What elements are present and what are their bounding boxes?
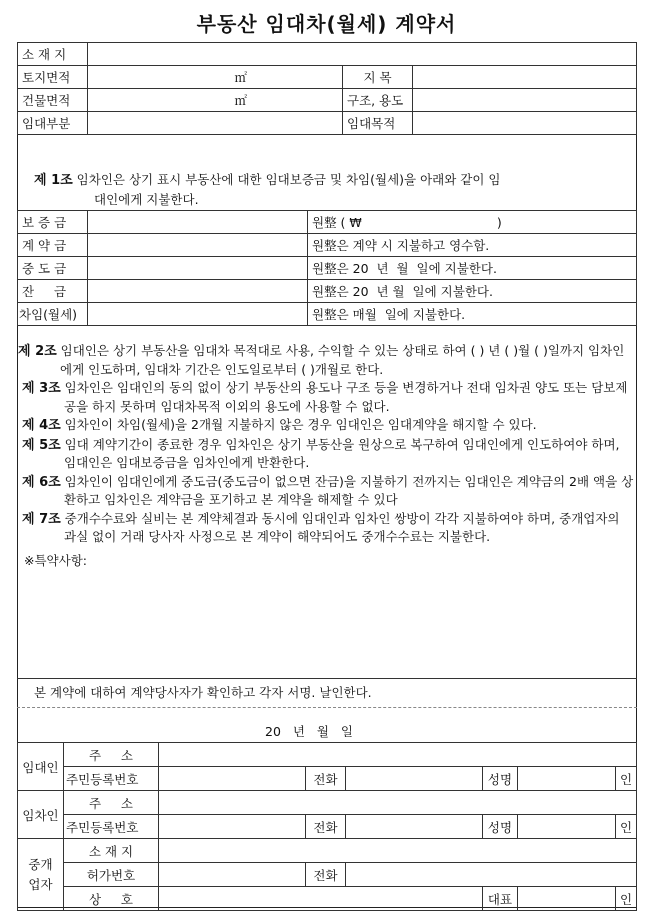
payment-text: 원整은 20 년 월 일에 지불한다. bbox=[308, 280, 637, 303]
article-1 bbox=[22, 170, 634, 209]
phone-label: 전화 bbox=[306, 815, 346, 839]
lease-part-label: 임대부분 bbox=[18, 112, 88, 135]
lessor-name-field[interactable] bbox=[518, 767, 616, 791]
payment-label: 중 도 금 bbox=[18, 257, 88, 280]
signature-table bbox=[17, 742, 637, 911]
broker-location-field[interactable] bbox=[159, 839, 637, 863]
location-field[interactable] bbox=[88, 43, 637, 66]
lessee-address-field[interactable] bbox=[159, 791, 637, 815]
trade-name-label: 상 호 bbox=[64, 887, 159, 911]
article-text: 임대인은 상기 부동산을 임대차 목적대로 사용, 수익할 수 있는 상태로 하여 ( ) 년 ( )월 ( )일까지 임차인에게 인도하며, 임대차 기간은 인도일로부터 ( )개월로 한다. bbox=[60, 343, 625, 377]
broker-phone-field[interactable] bbox=[346, 863, 637, 887]
divider bbox=[17, 678, 637, 679]
structure-label: 구조, 용도 bbox=[343, 89, 413, 112]
special-terms-label: ※특약사항: bbox=[24, 552, 87, 568]
document-title: 부동산 임대차(월세) 계약서 bbox=[196, 12, 457, 36]
seal-label: 인 bbox=[616, 815, 637, 839]
broker-label: 중개 업자 bbox=[18, 839, 64, 911]
article-1-text-line1: 임차인은 상기 표시 부동산에 대한 임대보증금 및 차임(월세)을 아래와 같이 임 bbox=[76, 172, 501, 187]
article-head: 제 6조 bbox=[22, 474, 61, 490]
payment-text: 원整은 20 년 월 일에 지불한다. bbox=[308, 257, 637, 280]
article-text: 임대 계약기간이 종료한 경우 임차인은 상기 부동산을 원상으로 복구하여 임대인에게 인도하여야 하며, 임대인은 임대보증금을 임차인에게 반환한다. bbox=[64, 436, 620, 470]
payment-amount-field[interactable] bbox=[88, 280, 308, 303]
article-head: 제 3조 bbox=[22, 381, 61, 396]
payment-amount-field[interactable] bbox=[88, 303, 308, 326]
resident-no-label: 주민등록번호 bbox=[64, 815, 159, 839]
broker-license-field[interactable] bbox=[159, 863, 306, 887]
lease-purpose-label: 임대목적 bbox=[343, 112, 413, 135]
building-area-field[interactable] bbox=[88, 89, 343, 112]
contract-date: 20 년 월 일 bbox=[265, 724, 353, 739]
divider bbox=[17, 707, 637, 708]
lease-purpose-field[interactable] bbox=[413, 112, 637, 135]
payment-text: 원整은 매월 일에 지불한다. bbox=[308, 303, 637, 326]
article-head: 제 4조 bbox=[22, 418, 61, 433]
name-label: 성명 bbox=[483, 815, 518, 839]
lessor-resident-no-field[interactable] bbox=[159, 767, 306, 791]
payments-table bbox=[17, 210, 637, 326]
unit-label: ㎡ bbox=[234, 70, 247, 85]
broker-representative-field[interactable] bbox=[518, 887, 616, 911]
unit-label: ㎡ bbox=[234, 93, 247, 108]
article-head: 제 2조 bbox=[18, 344, 57, 359]
representative-label: 대표 bbox=[483, 887, 518, 911]
payment-label: 보 증 금 bbox=[18, 211, 88, 234]
article-head: 제 7조 bbox=[22, 511, 61, 527]
article-1-text-line2: 대인에게 지불한다. bbox=[94, 192, 199, 207]
office-location-label: 소 재 지 bbox=[64, 839, 159, 863]
lessor-label: 임대인 bbox=[18, 743, 64, 791]
seal-label: 인 bbox=[616, 887, 637, 911]
address-label: 주 소 bbox=[64, 791, 159, 815]
article-1-head: 제 1조 bbox=[34, 173, 73, 188]
lessee-name-field[interactable] bbox=[518, 815, 616, 839]
resident-no-label: 주민등록번호 bbox=[64, 767, 159, 791]
article-item bbox=[22, 510, 634, 546]
article-text: 임차인이 차임(월세)을 2개월 지불하지 않은 경우 임대인은 임대계약을 해지할 수 있다. bbox=[64, 417, 537, 432]
article-item bbox=[22, 473, 634, 509]
broker-trade-name-field[interactable] bbox=[159, 887, 483, 911]
payment-text: 원整 ( ₩ ) bbox=[308, 211, 637, 234]
payment-label: 잔 금 bbox=[18, 280, 88, 303]
article-item bbox=[18, 342, 634, 378]
article-head: 제 5조 bbox=[22, 437, 61, 453]
lessee-resident-no-field[interactable] bbox=[159, 815, 306, 839]
license-no-label: 허가번호 bbox=[64, 863, 159, 887]
article-text: 중개수수료와 실비는 본 계약체결과 동시에 임대인과 임차인 쌍방이 각각 지불하여야 하며, 중개업자의 과실 없이 거래 당사자 사정으로 본 계약이 해약되어도 중개수수료는 지불한다. bbox=[64, 510, 620, 544]
lease-part-field[interactable] bbox=[88, 112, 343, 135]
payment-amount-field[interactable] bbox=[88, 257, 308, 280]
lessor-address-field[interactable] bbox=[159, 743, 637, 767]
articles-list bbox=[18, 342, 634, 569]
building-area-label: 건물면적 bbox=[18, 89, 88, 112]
land-area-field[interactable] bbox=[88, 66, 343, 89]
address-label: 주 소 bbox=[64, 743, 159, 767]
seal-label: 인 bbox=[616, 767, 637, 791]
phone-label: 전화 bbox=[306, 863, 346, 887]
article-item bbox=[22, 416, 634, 435]
payment-amount-field[interactable] bbox=[88, 211, 308, 234]
jimok-label: 지 목 bbox=[343, 66, 413, 89]
phone-label: 전화 bbox=[306, 767, 346, 791]
jimok-field[interactable] bbox=[413, 66, 637, 89]
structure-field[interactable] bbox=[413, 89, 637, 112]
confirm-text: 본 계약에 대하여 계약당사자가 확인하고 각자 서명. 날인한다. bbox=[34, 685, 372, 700]
payment-amount-field[interactable] bbox=[88, 234, 308, 257]
lessee-label: 임차인 bbox=[18, 791, 64, 839]
article-text: 임차인은 임대인의 동의 없이 상기 부동산의 용도나 구조 등을 변경하거나 전대 임차권 양도 또는 담보제공을 하지 못하며 임대차목적 이외의 용도에 사용할 수 없다. bbox=[64, 380, 628, 414]
payment-label: 차임(월세) bbox=[18, 303, 88, 326]
property-table bbox=[17, 42, 637, 135]
lessee-phone-field[interactable] bbox=[346, 815, 483, 839]
lessor-phone-field[interactable] bbox=[346, 767, 483, 791]
location-label: 소 재 지 bbox=[18, 43, 88, 66]
payment-text: 원整은 계약 시 지불하고 영수함. bbox=[308, 234, 637, 257]
article-item bbox=[22, 379, 634, 415]
article-item bbox=[22, 436, 634, 472]
land-area-label: 토지면적 bbox=[18, 66, 88, 89]
article-text: 임차인이 임대인에게 중도금(중도금이 없으면 잔금)을 지불하기 전까지는 임대인은 계약금의 2배 액을 상환하고 임차인은 계약금을 포기하고 본 계약을 해제할 수 있다 bbox=[64, 473, 634, 507]
payment-label: 계 약 금 bbox=[18, 234, 88, 257]
name-label: 성명 bbox=[483, 767, 518, 791]
